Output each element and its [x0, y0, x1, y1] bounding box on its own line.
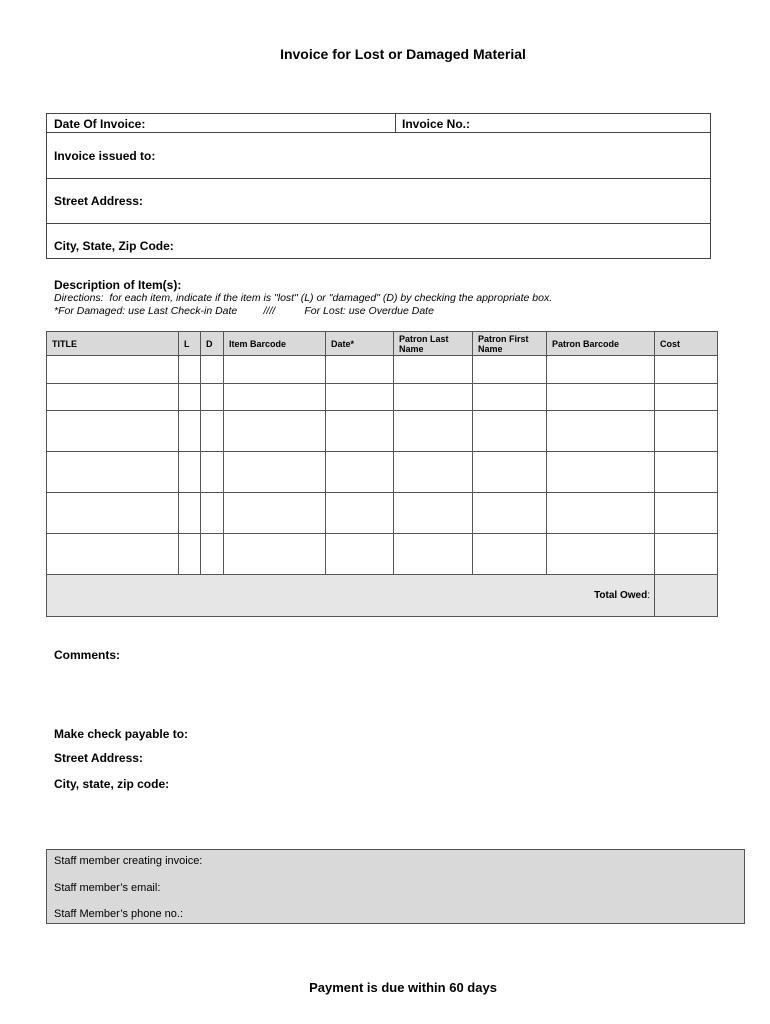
- staff-creator-label: Staff member creating invoice:: [54, 855, 203, 867]
- invoice-no-label: Invoice No.:: [402, 117, 471, 131]
- patron-first-name-cell[interactable]: [473, 411, 547, 452]
- col-patron-last-name: Patron Last Name: [394, 332, 473, 356]
- city-row: [47, 224, 710, 259]
- patron-last-name-cell[interactable]: [394, 411, 473, 452]
- cost-cell[interactable]: [655, 452, 718, 493]
- staff-email-label: Staff member’s email:: [54, 882, 161, 894]
- item-barcode-cell[interactable]: [224, 384, 326, 411]
- patron-last-name-cell[interactable]: [394, 493, 473, 534]
- item-barcode-cell[interactable]: [224, 356, 326, 384]
- patron-last-name-cell[interactable]: [394, 356, 473, 384]
- patron-barcode-cell[interactable]: [547, 384, 655, 411]
- staff-phone-label: Staff Member’s phone no.:: [54, 908, 184, 920]
- city-state-zip-label: City, State, Zip Code:: [54, 239, 174, 253]
- cost-cell[interactable]: [655, 534, 718, 575]
- invoice-issued-to-label: Invoice issued to:: [54, 149, 156, 163]
- payment-city-state-zip-label: City, state, zip code:: [54, 777, 170, 791]
- patron-barcode-cell[interactable]: [547, 534, 655, 575]
- col-title: TITLE: [47, 332, 179, 356]
- street-address-label: Street Address:: [54, 194, 143, 208]
- patron-last-name-cell[interactable]: [394, 452, 473, 493]
- comments-label: Comments:: [54, 648, 121, 662]
- lost-checkbox-cell[interactable]: [179, 452, 201, 493]
- damaged-checkbox-cell[interactable]: [201, 411, 224, 452]
- date-cell[interactable]: [326, 534, 394, 575]
- patron-barcode-cell[interactable]: [547, 493, 655, 534]
- patron-first-name-cell[interactable]: [473, 534, 547, 575]
- items-table: [46, 331, 718, 617]
- description-heading: Description of Item(s):: [54, 278, 182, 292]
- col-lost: L: [179, 332, 201, 356]
- patron-barcode-cell[interactable]: [547, 452, 655, 493]
- lost-checkbox-cell[interactable]: [179, 411, 201, 452]
- table-row: [47, 493, 718, 534]
- patron-last-name-cell[interactable]: [394, 384, 473, 411]
- divider: [395, 114, 396, 133]
- damaged-checkbox-cell[interactable]: [201, 534, 224, 575]
- col-patron-barcode: Patron Barcode: [547, 332, 655, 356]
- cost-cell[interactable]: [655, 493, 718, 534]
- directions-text: Directions: for each item, indicate if the item is "lost" (L) or "damaged" (D) by checking the appropriate box.: [54, 292, 553, 304]
- item-barcode-cell[interactable]: [224, 493, 326, 534]
- issued-to-row: [47, 133, 710, 179]
- title-cell[interactable]: [47, 356, 179, 384]
- total-owed-label: [47, 575, 655, 617]
- item-barcode-cell[interactable]: [224, 534, 326, 575]
- total-row: [47, 575, 718, 617]
- damaged-checkbox-cell[interactable]: [201, 384, 224, 411]
- col-cost: Cost: [655, 332, 718, 356]
- total-owed-value-cell[interactable]: [655, 575, 718, 617]
- table-row: [47, 452, 718, 493]
- date-note-text: *For Damaged: use Last Check-in Date //// For Lost: use Overdue Date: [54, 305, 434, 317]
- lost-checkbox-cell[interactable]: [179, 534, 201, 575]
- total-owed-colon: :: [647, 590, 650, 601]
- patron-first-name-cell[interactable]: [473, 493, 547, 534]
- date-of-invoice-label: Date Of Invoice:: [54, 117, 146, 131]
- col-item-barcode: Item Barcode: [224, 332, 326, 356]
- patron-barcode-cell[interactable]: [547, 411, 655, 452]
- damaged-checkbox-cell[interactable]: [201, 452, 224, 493]
- cost-cell[interactable]: [655, 356, 718, 384]
- damaged-checkbox-cell[interactable]: [201, 356, 224, 384]
- payment-street-address-label: Street Address:: [54, 751, 143, 765]
- lost-checkbox-cell[interactable]: [179, 356, 201, 384]
- col-patron-first-name: Patron First Name: [473, 332, 547, 356]
- cost-cell[interactable]: [655, 384, 718, 411]
- staff-info-box: [46, 849, 745, 924]
- date-cell[interactable]: [326, 384, 394, 411]
- patron-first-name-cell[interactable]: [473, 384, 547, 411]
- invoice-info-box: [46, 113, 711, 259]
- lost-checkbox-cell[interactable]: [179, 384, 201, 411]
- col-damaged: D: [201, 332, 224, 356]
- page-title: Invoice for Lost or Damaged Material: [280, 46, 526, 62]
- date-row: [47, 114, 710, 133]
- table-row: [47, 356, 718, 384]
- damaged-checkbox-cell[interactable]: [201, 493, 224, 534]
- street-row: [47, 179, 710, 224]
- date-cell[interactable]: [326, 411, 394, 452]
- table-header-row: [47, 332, 718, 356]
- total-owed-text: Total Owed: [594, 590, 648, 601]
- title-cell[interactable]: [47, 534, 179, 575]
- payment-due-note: Payment is due within 60 days: [309, 980, 497, 995]
- lost-checkbox-cell[interactable]: [179, 493, 201, 534]
- patron-last-name-cell[interactable]: [394, 534, 473, 575]
- date-cell[interactable]: [326, 452, 394, 493]
- title-cell[interactable]: [47, 493, 179, 534]
- title-cell[interactable]: [47, 411, 179, 452]
- make-check-payable-label: Make check payable to:: [54, 727, 189, 741]
- patron-first-name-cell[interactable]: [473, 452, 547, 493]
- item-barcode-cell[interactable]: [224, 452, 326, 493]
- table-row: [47, 534, 718, 575]
- title-cell[interactable]: [47, 452, 179, 493]
- title-cell[interactable]: [47, 384, 179, 411]
- date-cell[interactable]: [326, 493, 394, 534]
- patron-first-name-cell[interactable]: [473, 356, 547, 384]
- date-cell[interactable]: [326, 356, 394, 384]
- item-barcode-cell[interactable]: [224, 411, 326, 452]
- table-row: [47, 384, 718, 411]
- table-row: [47, 411, 718, 452]
- col-date: Date*: [326, 332, 394, 356]
- patron-barcode-cell[interactable]: [547, 356, 655, 384]
- cost-cell[interactable]: [655, 411, 718, 452]
